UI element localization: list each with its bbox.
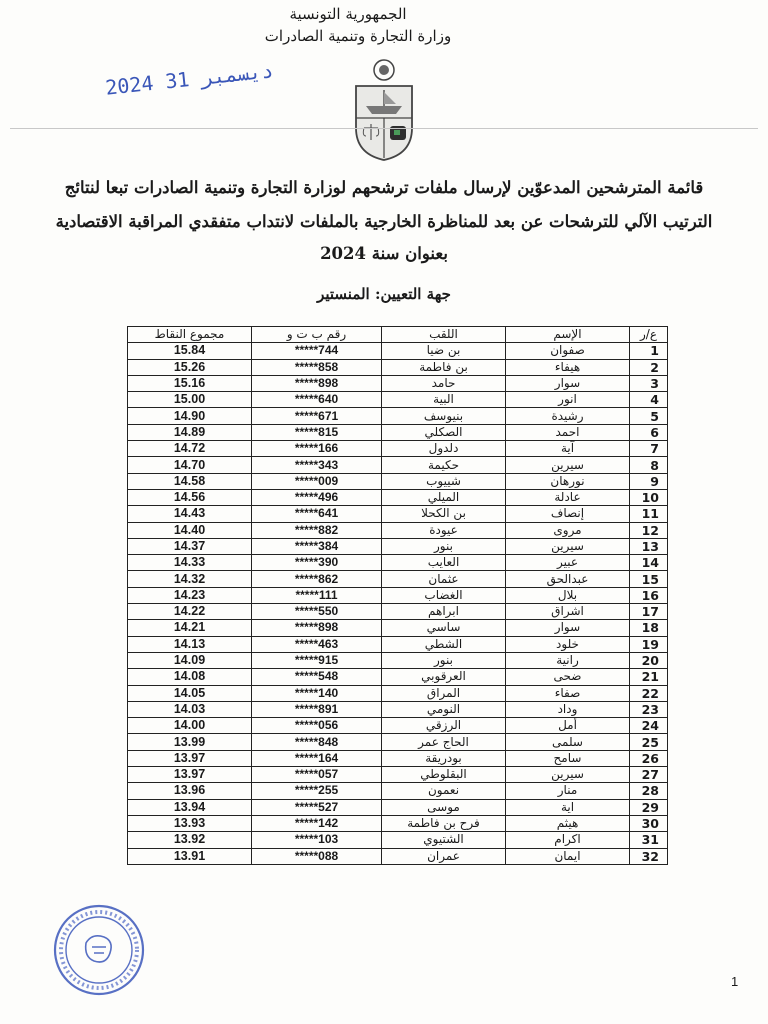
score-cell: 14.70 (128, 457, 252, 473)
score-cell: 15.16 (128, 375, 252, 391)
first-name-cell: سيرين (506, 767, 630, 783)
id-cell: *****103 (252, 832, 382, 848)
score-cell: 13.97 (128, 750, 252, 766)
id-cell: *****343 (252, 457, 382, 473)
score-cell: 15.26 (128, 359, 252, 375)
table-row (128, 604, 668, 620)
score-cell: 15.00 (128, 392, 252, 408)
last-name-cell: بن فاطمة (382, 359, 506, 375)
id-cell: *****057 (252, 767, 382, 783)
id-cell: *****898 (252, 375, 382, 391)
score-cell: 14.03 (128, 701, 252, 717)
table-row (128, 848, 668, 864)
table-row (128, 343, 668, 359)
first-name-cell: عبدالحق (506, 571, 630, 587)
rank-cell: 13 (630, 538, 668, 554)
header-score: مجموع النقاط (128, 327, 252, 343)
last-name-cell: بنور (382, 538, 506, 554)
table-row (128, 783, 668, 799)
first-name-cell: وداد (506, 701, 630, 717)
score-cell: 14.56 (128, 489, 252, 505)
last-name-cell: موسى (382, 799, 506, 815)
first-name-cell: رانية (506, 652, 630, 668)
rank-cell: 4 (630, 392, 668, 408)
last-name-cell: عيودة (382, 522, 506, 538)
id-cell: *****862 (252, 571, 382, 587)
first-name-cell: احمد (506, 424, 630, 440)
id-cell: *****496 (252, 489, 382, 505)
rank-cell: 20 (630, 652, 668, 668)
id-cell: *****166 (252, 441, 382, 457)
score-cell: 14.33 (128, 555, 252, 571)
last-name-cell: البقلوطي (382, 767, 506, 783)
id-cell: *****390 (252, 555, 382, 571)
id-cell: *****671 (252, 408, 382, 424)
id-cell: *****088 (252, 848, 382, 864)
first-name-cell: عادلة (506, 489, 630, 505)
score-cell: 14.09 (128, 652, 252, 668)
first-name-cell: ضحى (506, 669, 630, 685)
table-row (128, 734, 668, 750)
ministry-seal-icon (52, 903, 146, 997)
table-row (128, 489, 668, 505)
rank-cell: 24 (630, 718, 668, 734)
rank-cell: 30 (630, 815, 668, 831)
id-cell: *****891 (252, 701, 382, 717)
posting-location: جهة التعيين: المنستير (317, 285, 451, 303)
first-name-cell: سوار (506, 620, 630, 636)
score-cell: 14.32 (128, 571, 252, 587)
rank-cell: 3 (630, 375, 668, 391)
last-name-cell: عمران (382, 848, 506, 864)
score-cell: 14.22 (128, 604, 252, 620)
id-cell: *****882 (252, 522, 382, 538)
table-row (128, 571, 668, 587)
score-cell: 14.43 (128, 506, 252, 522)
id-cell: *****384 (252, 538, 382, 554)
id-cell: *****463 (252, 636, 382, 652)
first-name-cell: اكرام (506, 832, 630, 848)
table-row (128, 669, 668, 685)
table-row (128, 538, 668, 554)
id-cell: *****550 (252, 604, 382, 620)
rank-cell: 8 (630, 457, 668, 473)
id-cell: *****140 (252, 685, 382, 701)
last-name-cell: العايب (382, 555, 506, 571)
id-cell: *****111 (252, 587, 382, 603)
table-row (128, 750, 668, 766)
first-name-cell: سامح (506, 750, 630, 766)
score-cell: 14.21 (128, 620, 252, 636)
id-cell: *****858 (252, 359, 382, 375)
first-name-cell: سيرين (506, 538, 630, 554)
rank-cell: 14 (630, 555, 668, 571)
table-header-row (128, 327, 668, 343)
first-name-cell: سيرين (506, 457, 630, 473)
rank-cell: 11 (630, 506, 668, 522)
rank-cell: 23 (630, 701, 668, 717)
table-row (128, 392, 668, 408)
first-name-cell: سلمى (506, 734, 630, 750)
score-cell: 13.94 (128, 799, 252, 815)
first-name-cell: بلال (506, 587, 630, 603)
id-cell: *****848 (252, 734, 382, 750)
republic-heading: الجمهورية التونسية (289, 5, 407, 23)
header-rank: ع/ر (630, 327, 668, 343)
table-row (128, 408, 668, 424)
first-name-cell: أمل (506, 718, 630, 734)
table-row (128, 555, 668, 571)
first-name-cell: هيثم (506, 815, 630, 831)
id-cell: *****915 (252, 652, 382, 668)
score-cell: 14.37 (128, 538, 252, 554)
rank-cell: 26 (630, 750, 668, 766)
id-cell: *****744 (252, 343, 382, 359)
last-name-cell: الصكلي (382, 424, 506, 440)
document-title-line-2: الترتيب الآلي للترشحات عن بعد للمناظرة الخارجية بالملفات لانتداب متفقدي المراقبة الاقتصادية (55, 212, 713, 231)
id-cell: *****898 (252, 620, 382, 636)
page-number: 1 (731, 974, 739, 989)
id-cell: *****641 (252, 506, 382, 522)
rank-cell: 18 (630, 620, 668, 636)
last-name-cell: ساسي (382, 620, 506, 636)
table-row (128, 652, 668, 668)
table-row (128, 457, 668, 473)
id-cell: *****815 (252, 424, 382, 440)
id-cell: *****164 (252, 750, 382, 766)
score-cell: 15.84 (128, 343, 252, 359)
table-row (128, 636, 668, 652)
id-cell: *****142 (252, 815, 382, 831)
last-name-cell: الغضاب (382, 587, 506, 603)
table-row (128, 799, 668, 815)
header-last-name: اللقب (382, 327, 506, 343)
last-name-cell: نعمون (382, 783, 506, 799)
last-name-cell: الشتيوي (382, 832, 506, 848)
last-name-cell: المراق (382, 685, 506, 701)
last-name-cell: ابراهم (382, 604, 506, 620)
rank-cell: 32 (630, 848, 668, 864)
score-cell: 14.58 (128, 473, 252, 489)
last-name-cell: النومي (382, 701, 506, 717)
id-cell: *****056 (252, 718, 382, 734)
first-name-cell: منار (506, 783, 630, 799)
score-cell: 14.90 (128, 408, 252, 424)
rank-cell: 28 (630, 783, 668, 799)
rank-cell: 1 (630, 343, 668, 359)
first-name-cell: ايمان (506, 848, 630, 864)
rank-cell: 5 (630, 408, 668, 424)
id-cell: *****009 (252, 473, 382, 489)
score-cell: 14.40 (128, 522, 252, 538)
rank-cell: 21 (630, 669, 668, 685)
score-cell: 14.89 (128, 424, 252, 440)
rank-cell: 6 (630, 424, 668, 440)
rank-cell: 17 (630, 604, 668, 620)
last-name-cell: حامد (382, 375, 506, 391)
first-name-cell: صفوان (506, 343, 630, 359)
score-cell: 13.93 (128, 815, 252, 831)
document-title-line-1: قائمة المترشحين المدعوّين لإرسال ملفات ترشحهم لوزارة التجارة وتنمية الصادرات تبعا لنتائج (64, 178, 704, 197)
last-name-cell: شييوب (382, 473, 506, 489)
first-name-cell: مروى (506, 522, 630, 538)
last-name-cell: بودريقة (382, 750, 506, 766)
date-stamp: 2024 ديسمبر 31 (104, 58, 275, 100)
last-name-cell: عثمان (382, 571, 506, 587)
table-row (128, 701, 668, 717)
score-cell: 13.97 (128, 767, 252, 783)
ministry-heading: وزارة التجارة وتنمية الصادرات (264, 27, 452, 45)
score-cell: 13.91 (128, 848, 252, 864)
last-name-cell: الرزقي (382, 718, 506, 734)
first-name-cell: رشيدة (506, 408, 630, 424)
table-row (128, 359, 668, 375)
last-name-cell: بن الكحلا (382, 506, 506, 522)
last-name-cell: فرح بن فاطمة (382, 815, 506, 831)
last-name-cell: العرقوبي (382, 669, 506, 685)
score-cell: 14.72 (128, 441, 252, 457)
score-cell: 14.08 (128, 669, 252, 685)
last-name-cell: بنيوسف (382, 408, 506, 424)
first-name-cell: هيفاء (506, 359, 630, 375)
first-name-cell: صفاء (506, 685, 630, 701)
table-row (128, 441, 668, 457)
first-name-cell: آية (506, 441, 630, 457)
rank-cell: 9 (630, 473, 668, 489)
id-cell: *****255 (252, 783, 382, 799)
first-name-cell: اشراق (506, 604, 630, 620)
rank-cell: 25 (630, 734, 668, 750)
header-id: رقم ب ت و (252, 327, 382, 343)
id-cell: *****527 (252, 799, 382, 815)
rank-cell: 22 (630, 685, 668, 701)
id-cell: *****640 (252, 392, 382, 408)
last-name-cell: حكيمة (382, 457, 506, 473)
rank-cell: 7 (630, 441, 668, 457)
rank-cell: 27 (630, 767, 668, 783)
table-row (128, 522, 668, 538)
last-name-cell: الحاج عمر (382, 734, 506, 750)
rank-cell: 31 (630, 832, 668, 848)
last-name-cell: البية (382, 392, 506, 408)
last-name-cell: الشطي (382, 636, 506, 652)
last-name-cell: دلدول (382, 441, 506, 457)
rank-cell: 16 (630, 587, 668, 603)
score-cell: 14.13 (128, 636, 252, 652)
table-row (128, 685, 668, 701)
score-cell: 14.00 (128, 718, 252, 734)
tunisia-coat-of-arms-icon (352, 58, 416, 162)
table-row (128, 375, 668, 391)
last-name-cell: بن ضيا (382, 343, 506, 359)
table-row (128, 815, 668, 831)
score-cell: 14.05 (128, 685, 252, 701)
first-name-cell: إنصاف (506, 506, 630, 522)
table-row (128, 587, 668, 603)
table-body (128, 343, 668, 865)
table-row (128, 473, 668, 489)
table-row (128, 620, 668, 636)
candidates-table (127, 326, 668, 865)
table-row (128, 424, 668, 440)
last-name-cell: بنور (382, 652, 506, 668)
first-name-cell: انور (506, 392, 630, 408)
rank-cell: 29 (630, 799, 668, 815)
first-name-cell: اية (506, 799, 630, 815)
header-divider (10, 128, 758, 129)
first-name-cell: عبير (506, 555, 630, 571)
rank-cell: 12 (630, 522, 668, 538)
score-cell: 14.23 (128, 587, 252, 603)
rank-cell: 2 (630, 359, 668, 375)
last-name-cell: الميلي (382, 489, 506, 505)
score-cell: 13.99 (128, 734, 252, 750)
rank-cell: 10 (630, 489, 668, 505)
id-cell: *****548 (252, 669, 382, 685)
first-name-cell: نورهان (506, 473, 630, 489)
rank-cell: 19 (630, 636, 668, 652)
header-first-name: الإسم (506, 327, 630, 343)
table-row (128, 832, 668, 848)
score-cell: 13.96 (128, 783, 252, 799)
first-name-cell: سوار (506, 375, 630, 391)
table-row (128, 718, 668, 734)
table-row (128, 506, 668, 522)
score-cell: 13.92 (128, 832, 252, 848)
rank-cell: 15 (630, 571, 668, 587)
document-title-line-3: بعنوان سنة 2024 (320, 244, 448, 263)
table-row (128, 767, 668, 783)
first-name-cell: خلود (506, 636, 630, 652)
